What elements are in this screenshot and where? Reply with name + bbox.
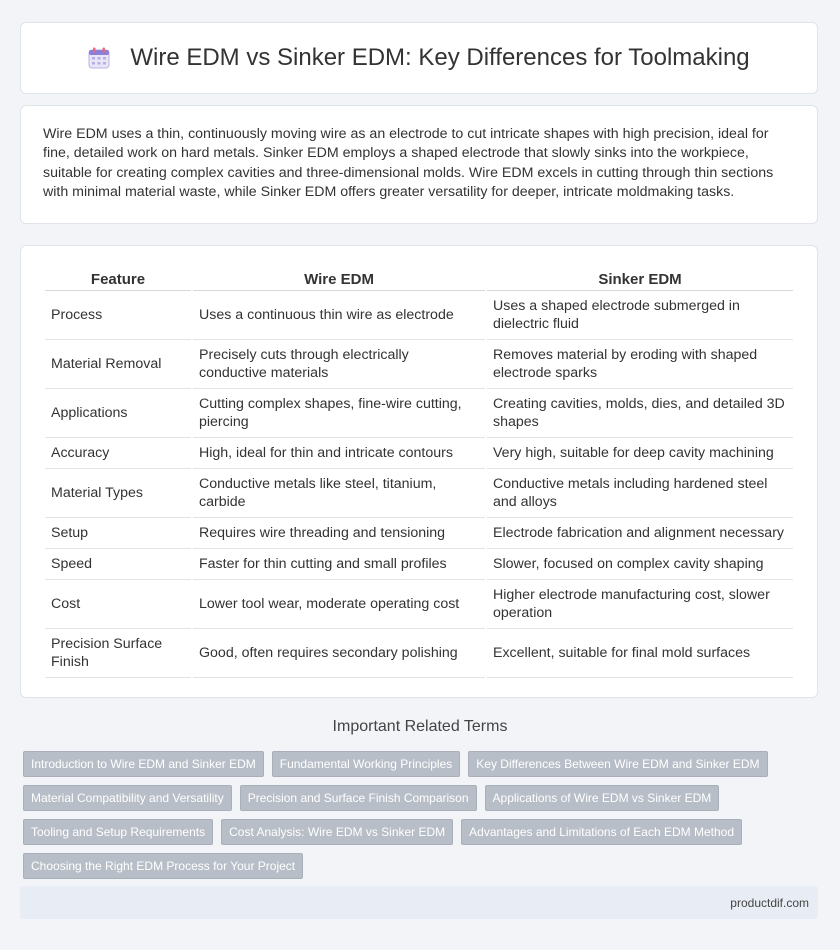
table-row: [45, 629, 793, 678]
table-row: [45, 291, 793, 340]
sinker-edm-cell: Very high, suitable for deep cavity machining: [487, 438, 793, 469]
table-row: [45, 580, 793, 629]
term-tag[interactable]: Choosing the Right EDM Process for Your Project: [23, 853, 303, 879]
title-card: [20, 22, 818, 94]
sinker-edm-cell: Conductive metals including hardened steel and alloys: [487, 469, 793, 518]
sinker-edm-cell: Electrode fabrication and alignment necessary: [487, 518, 793, 549]
feature-cell: Precision Surface Finish: [45, 629, 191, 678]
feature-cell: Material Types: [45, 469, 191, 518]
feature-cell: Material Removal: [45, 340, 191, 389]
wire-edm-cell: Good, often requires secondary polishing: [193, 629, 485, 678]
wire-edm-cell: Precisely cuts through electrically conductive materials: [193, 340, 485, 389]
sinker-edm-cell: Creating cavities, molds, dies, and detailed 3D shapes: [487, 389, 793, 438]
sinker-edm-cell: Removes material by eroding with shaped electrode sparks: [487, 340, 793, 389]
footer-site[interactable]: productdif.com: [730, 895, 809, 910]
sinker-edm-cell: Excellent, suitable for final mold surfaces: [487, 629, 793, 678]
table-row: [45, 340, 793, 389]
table-header-row: [45, 266, 793, 291]
wire-edm-cell: Requires wire threading and tensioning: [193, 518, 485, 549]
wire-edm-cell: Conductive metals like steel, titanium, carbide: [193, 469, 485, 518]
wire-edm-cell: High, ideal for thin and intricate contours: [193, 438, 485, 469]
term-tag[interactable]: Applications of Wire EDM vs Sinker EDM: [485, 785, 720, 811]
feature-cell: Accuracy: [45, 438, 191, 469]
term-tag[interactable]: Tooling and Setup Requirements: [23, 819, 213, 845]
comparison-table: [43, 266, 795, 678]
table-row: [45, 469, 793, 518]
sinker-edm-cell: Slower, focused on complex cavity shaping: [487, 549, 793, 580]
term-tag[interactable]: Fundamental Working Principles: [272, 751, 461, 777]
wire-edm-cell: Lower tool wear, moderate operating cost: [193, 580, 485, 629]
feature-cell: Applications: [45, 389, 191, 438]
feature-cell: Cost: [45, 580, 191, 629]
table-row: [45, 438, 793, 469]
intro-text: Wire EDM uses a thin, continuously moving wire as an electrode to cut intricate shapes with high precision, ideal for fine, detailed work on hard metals. Sinker EDM employs a shaped electrode that slowly sinks into the workpiece, suitable for creating complex cavities and three-dimensional molds. Wire EDM excels in cutting through thin sections with minimal material waste, while Sinker EDM offers greater versatility for deeper, intricate moldmaking tasks.: [43, 126, 774, 201]
intro-card: [20, 105, 818, 224]
related-terms-list: [23, 751, 813, 879]
sinker-edm-cell: Uses a shaped electrode submerged in dielectric fluid: [487, 291, 793, 340]
feature-cell: Process: [45, 291, 191, 340]
term-tag[interactable]: Cost Analysis: Wire EDM vs Sinker EDM: [221, 819, 453, 845]
term-tag[interactable]: Introduction to Wire EDM and Sinker EDM: [23, 751, 264, 777]
feature-cell: Speed: [45, 549, 191, 580]
term-tag[interactable]: Advantages and Limitations of Each EDM Method: [461, 819, 742, 845]
header-wire-edm: Wire EDM: [193, 266, 485, 291]
related-terms-title: Important Related Terms: [332, 718, 508, 735]
comparison-card: [20, 245, 818, 698]
footer: [20, 886, 818, 919]
term-tag[interactable]: Material Compatibility and Versatility: [23, 785, 232, 811]
header-feature: Feature: [45, 266, 191, 291]
table-row: [45, 549, 793, 580]
sinker-edm-cell: Higher electrode manufacturing cost, slower operation: [487, 580, 793, 629]
wire-edm-cell: Faster for thin cutting and small profiles: [193, 549, 485, 580]
wire-edm-cell: Cutting complex shapes, fine-wire cutting, piercing: [193, 389, 485, 438]
term-tag[interactable]: Precision and Surface Finish Comparison: [240, 785, 477, 811]
table-row: [45, 518, 793, 549]
term-tag[interactable]: Key Differences Between Wire EDM and Sinker EDM: [468, 751, 767, 777]
header-sinker-edm: Sinker EDM: [487, 266, 793, 291]
wire-edm-cell: Uses a continuous thin wire as electrode: [193, 291, 485, 340]
calendar-icon: [88, 47, 110, 69]
feature-cell: Setup: [45, 518, 191, 549]
table-row: [45, 389, 793, 438]
page-title: Wire EDM vs Sinker EDM: Key Differences for Toolmaking: [130, 44, 750, 71]
